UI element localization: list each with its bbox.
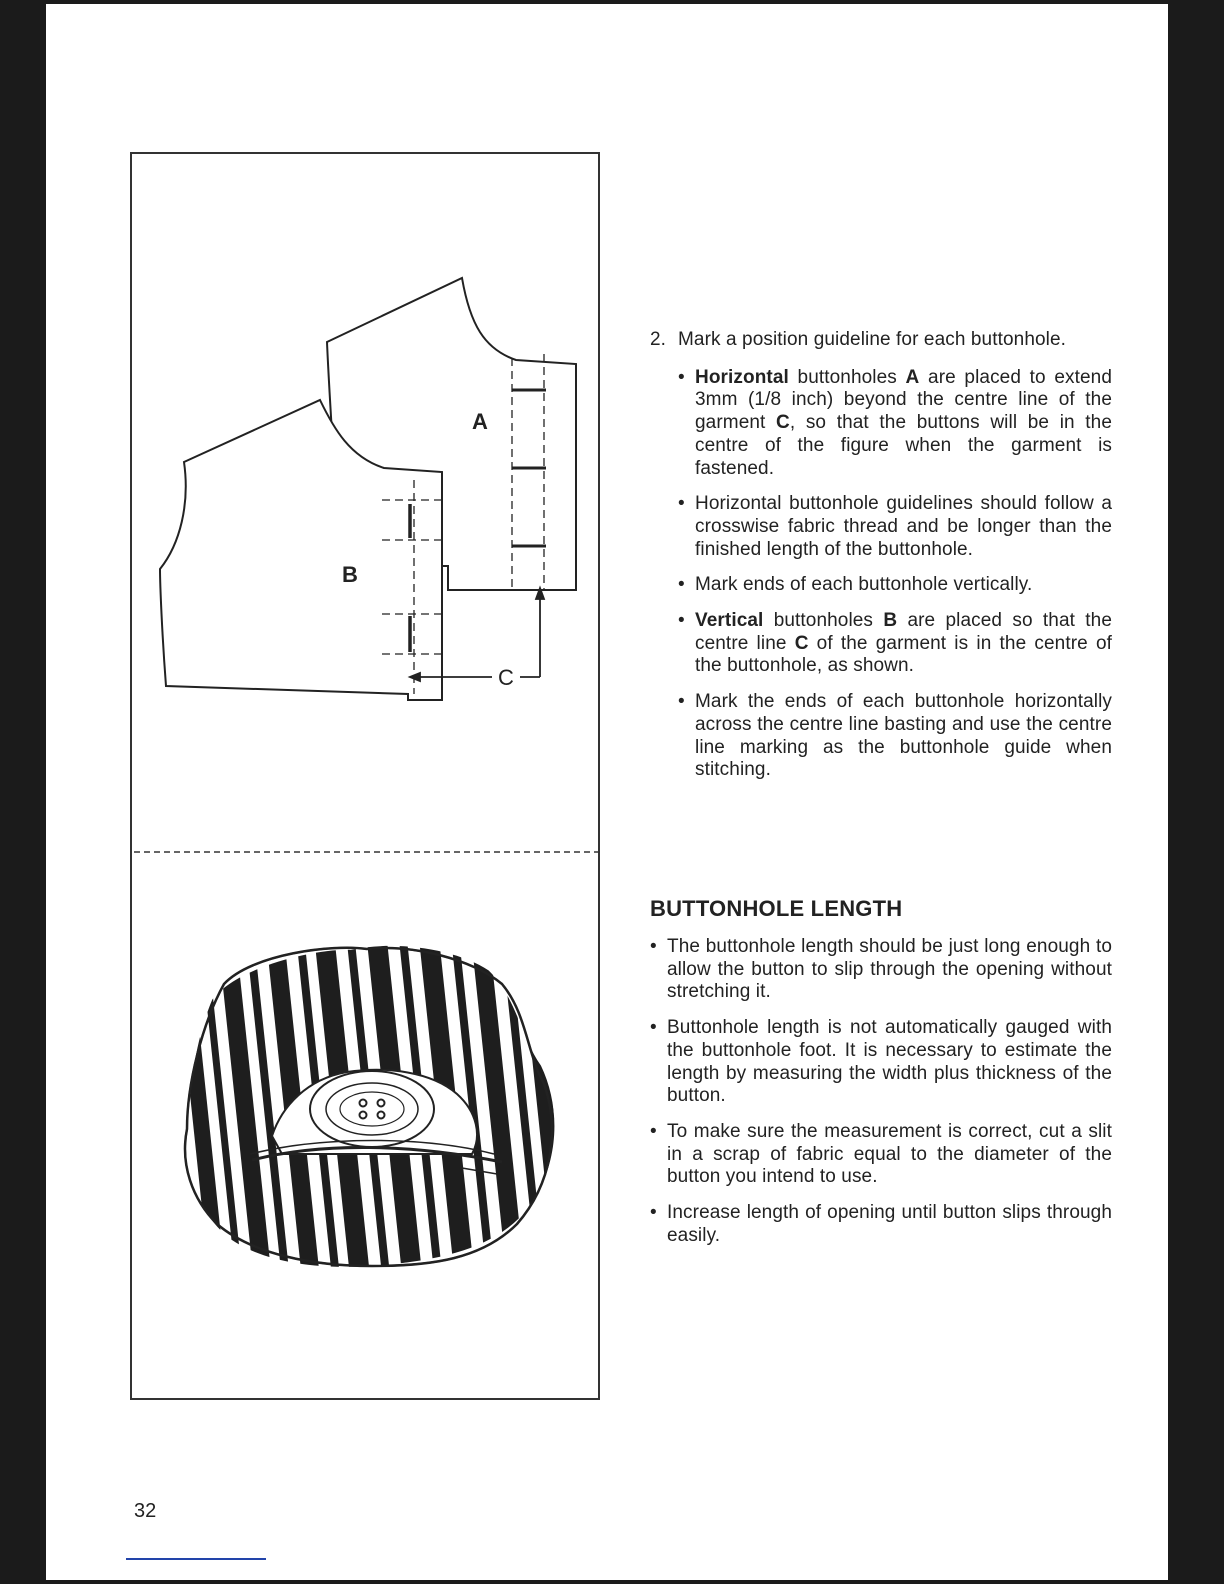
list-item: • Buttonhole length is not automatically gauged with the buttonhole foot. It is necessary to estimate the length by measuring the width plus thickness of the button. [650,1017,1112,1108]
list-item: • Mark ends of each buttonhole vertically. [678,574,1112,597]
step-number: 2. [650,329,667,350]
length-bullets [650,936,1112,1247]
page-number: 32 [134,1500,157,1522]
label-c: C [498,665,514,690]
list-item: • The buttonhole length should be just long enough to allow the button to slip through the opening without stretching it. [650,936,1112,1004]
section-heading: BUTTONHOLE LENGTH [650,896,903,921]
list-item: • Horizontal buttonholes A are placed to extend 3mm (1/8 inch) beyond the centre line of the garment C, so that the buttons will be in the centre of the figure when the garment is fastened. [678,367,1112,481]
label-b: B [342,562,358,587]
step-2 [650,329,1112,795]
list-item: • Vertical buttonholes B are placed so that the centre line C of the garment is in the centre of the buttonhole, as shown. [678,610,1112,678]
step-lead: Mark a position guideline for each buttonhole. [678,329,1067,350]
illustration-svg [132,154,602,1402]
step-2-bullets [678,367,1112,782]
footer-rule [126,1558,266,1560]
list-item: • Mark the ends of each buttonhole horizontally across the centre line basting and use the centre line marking as the buttonhole guide when stitching. [678,691,1112,782]
buttonhole-length-section [650,936,1112,1260]
list-item: • To make sure the measurement is correct, cut a slit in a scrap of fabric equal to the diameter of the button you intend to use. [650,1121,1112,1189]
illustration-panel [130,152,600,1400]
label-a: A [472,409,488,434]
manual-page [46,4,1168,1580]
list-item: • Increase length of opening until button slips through easily. [650,1202,1112,1247]
list-item: • Horizontal buttonhole guidelines should follow a crosswise fabric thread and be longer than the finished length of the buttonhole. [678,493,1112,561]
